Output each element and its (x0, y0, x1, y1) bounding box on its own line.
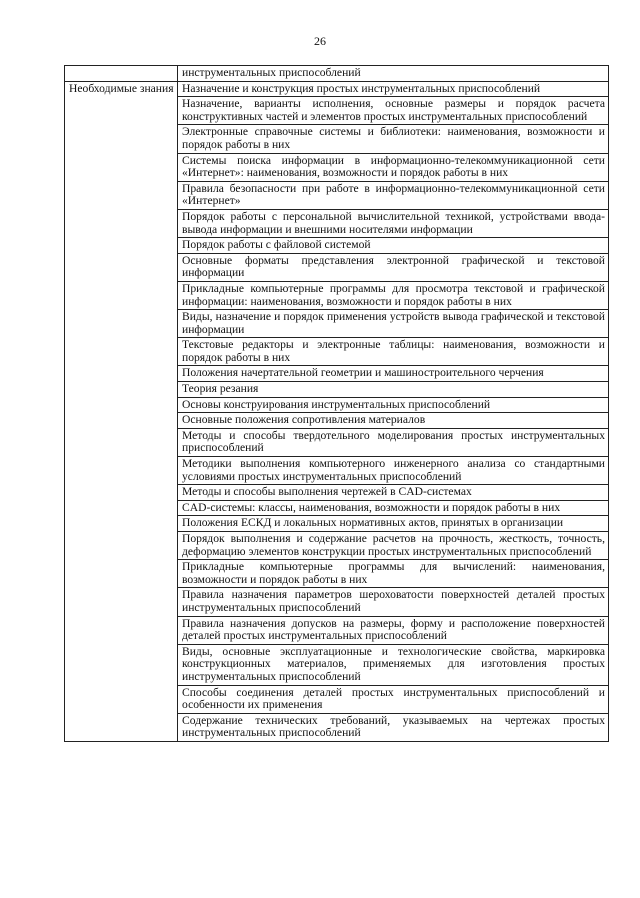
knowledge-item: Порядок работы с файловой системой (178, 238, 609, 254)
continuation-cell: инструментальных приспособлений (178, 66, 609, 82)
knowledge-item: Содержание технических требований, указываемых на чертежах простых инструментальных приспособлений (178, 713, 609, 741)
knowledge-item: Основные форматы представления электронной графической и текстовой информации (178, 253, 609, 281)
knowledge-item: CAD-системы: классы, наименования, возможности и порядок работы в них (178, 500, 609, 516)
knowledge-item: Правила назначения параметров шероховатости поверхностей деталей простых инструментальных приспособлений (178, 588, 609, 616)
knowledge-item: Основные положения сопротивления материалов (178, 413, 609, 429)
page-number: 26 (314, 34, 326, 48)
knowledge-item: Методики выполнения компьютерного инженерного анализа со стандартными условиями простых инструментальных приспособлений (178, 457, 609, 485)
section-label: Необходимые знания (65, 81, 178, 741)
knowledge-item: Положения начертательной геометрии и машиностроительного черчения (178, 366, 609, 382)
knowledge-item: Электронные справочные системы и библиотеки: наименования, возможности и порядок работы в них (178, 125, 609, 153)
knowledge-item: Основы конструирования инструментальных приспособлений (178, 397, 609, 413)
knowledge-item: Теория резания (178, 382, 609, 398)
knowledge-item: Назначение, варианты исполнения, основные размеры и порядок расчета конструктивных частей и элементов простых инструментальных приспособлений (178, 97, 609, 125)
table-row (65, 81, 609, 97)
table-row (65, 66, 609, 82)
label-cell-empty (65, 66, 178, 82)
knowledge-item: Порядок выполнения и содержание расчетов на прочность, жесткость, точность, деформацию элементов конструкции простых инструментальных приспособлений (178, 532, 609, 560)
knowledge-item: Назначение и конструкция простых инструментальных приспособлений (178, 81, 609, 97)
knowledge-item: Текстовые редакторы и электронные таблицы: наименования, возможности и порядок работы в них (178, 338, 609, 366)
knowledge-item: Правила безопасности при работе в информационно-телекоммуникационной сети «Интернет» (178, 181, 609, 209)
knowledge-item: Виды, назначение и порядок применения устройств вывода графической и текстовой информации (178, 310, 609, 338)
knowledge-item: Положения ЕСКД и локальных нормативных актов, принятых в организации (178, 516, 609, 532)
knowledge-item: Прикладные компьютерные программы для вычислений: наименования, возможности и порядок работы в них (178, 560, 609, 588)
knowledge-item: Методы и способы выполнения чертежей в CAD-системах (178, 485, 609, 501)
knowledge-item: Виды, основные эксплуатационные и технологические свойства, маркировка конструкционных материалов, применяемых для изготовления простых инструментальных приспособлений (178, 644, 609, 685)
knowledge-item: Правила назначения допусков на размеры, форму и расположение поверхностей деталей простых инструментальных приспособлений (178, 616, 609, 644)
knowledge-item: Способы соединения деталей простых инструментальных приспособлений и особенности их применения (178, 685, 609, 713)
knowledge-item: Системы поиска информации в информационно-телекоммуникационной сети «Интернет»: наименования, возможности и порядок работы в них (178, 153, 609, 181)
knowledge-item: Порядок работы с персональной вычислительной техникой, устройствами ввода-вывода информации и внешними носителями информации (178, 209, 609, 237)
knowledge-item: Методы и способы твердотельного моделирования простых инструментальных приспособлений (178, 428, 609, 456)
knowledge-item: Прикладные компьютерные программы для просмотра текстовой и графической информации: наименования, возможности и порядок работы в них (178, 281, 609, 309)
required-knowledge-table (64, 65, 609, 742)
